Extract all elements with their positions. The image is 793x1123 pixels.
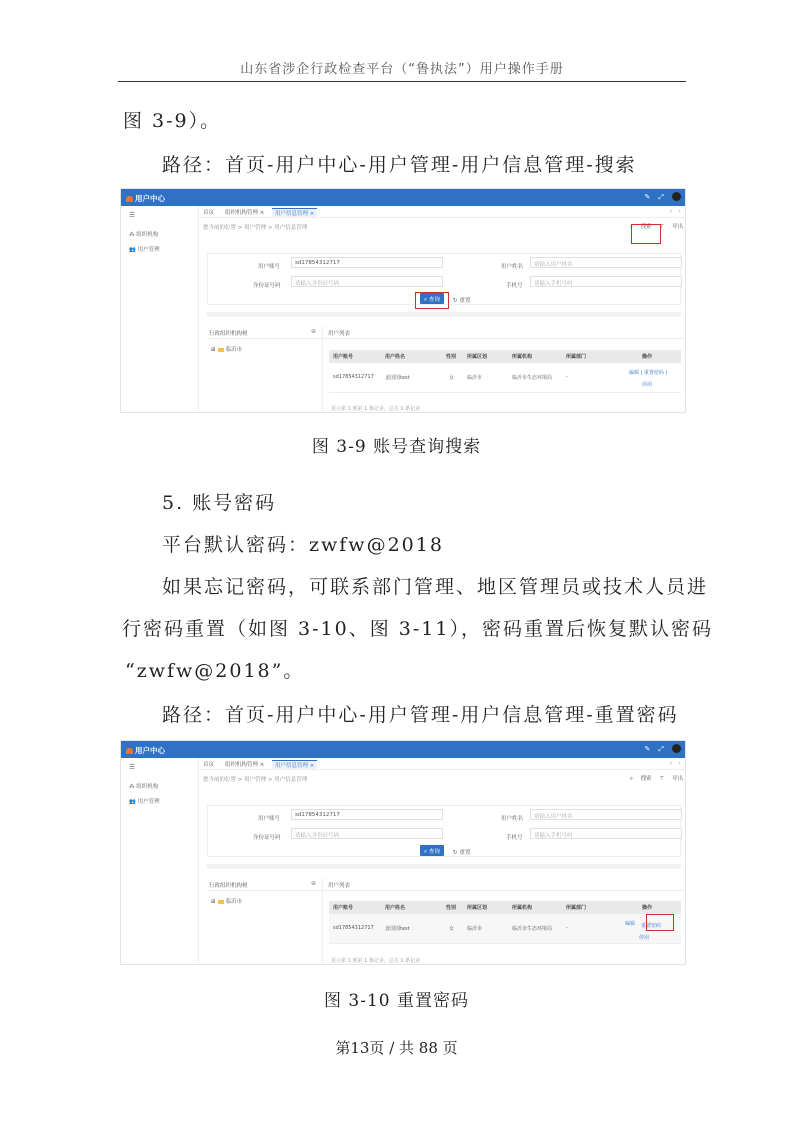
brand-title: 用户中心 xyxy=(135,746,165,755)
paragraph-fig-ref: 图 3-9）。 xyxy=(123,110,222,132)
th-gender: 性别 xyxy=(446,354,457,360)
pager-text: 显示第 1 到第 1 条记录，总共 1 条记录 xyxy=(331,958,421,964)
folder-icon xyxy=(218,900,224,904)
search-button[interactable]: ⌕ 搜索 xyxy=(629,776,652,782)
reset-button[interactable]: ↻ 重置 xyxy=(453,850,471,856)
sidebar-item-org[interactable]: ⁂ 组织机构 xyxy=(129,232,159,238)
tab-home[interactable]: 首页 xyxy=(203,762,215,768)
page-header: 山东省涉企行政检查平台（“鲁执法”）用户操作手册 xyxy=(240,62,564,77)
id-input[interactable]: 请输入身份证号码 xyxy=(291,828,443,839)
query-button[interactable]: ⌕ 查询 xyxy=(420,293,444,304)
id-label: 身份证号码 xyxy=(253,283,281,289)
path-reset: 路径：首页-用户中心-用户管理-用户信息管理-重置密码 xyxy=(162,704,679,726)
account-label: 用户账号 xyxy=(258,816,281,822)
user-table xyxy=(329,350,681,394)
user-table xyxy=(329,901,681,945)
highlight-query xyxy=(415,292,449,309)
breadcrumb: 您当前的位置 > 用户管理 > 用户信息管理 xyxy=(203,225,308,231)
list-title: 用户列表 xyxy=(323,326,685,339)
tab-bar xyxy=(199,206,685,218)
brand-title: 用户中心 xyxy=(135,194,165,203)
fullscreen-icon[interactable]: ⤢ xyxy=(658,192,664,201)
paragraph-line-2: 行密码重置（如图 3-10、图 3-11），密码重置后恢复默认密码 xyxy=(122,618,713,640)
sidebar xyxy=(121,758,199,964)
th-dept: 所属部门 xyxy=(566,905,587,911)
phone-label: 手机号 xyxy=(506,283,523,289)
tree-title: 行政组织机构树 xyxy=(209,883,248,889)
breadcrumb: 您当前的位置 > 用户管理 > 用户信息管理 xyxy=(203,777,308,783)
tree-node-linyi[interactable]: ⊞ 临沂市 xyxy=(211,347,243,353)
id-label: 身份证号码 xyxy=(253,835,281,841)
tab-home[interactable]: 首页 xyxy=(203,210,215,216)
avatar[interactable] xyxy=(672,744,681,753)
phone-input[interactable]: 请输入手机号码 xyxy=(530,828,682,839)
caption-fig-3-9: 图 3-9 账号查询搜索 xyxy=(311,437,482,457)
tab-nav-arrows-icon[interactable]: ‹ › xyxy=(669,207,681,215)
search-button[interactable]: ⌕ 搜索 xyxy=(629,224,652,230)
caption-fig-3-10: 图 3-10 重置密码 xyxy=(324,991,469,1011)
th-org: 所属机构 xyxy=(512,905,533,911)
org-tree-panel xyxy=(207,326,323,412)
header-divider xyxy=(118,81,686,82)
th-org: 所属机构 xyxy=(512,354,533,360)
edit-link[interactable]: 编辑 | 重置密码 | xyxy=(629,370,668,376)
fullscreen-icon[interactable]: ⤢ xyxy=(658,744,664,753)
name-label: 用户姓名 xyxy=(501,816,524,822)
th-name: 用户姓名 xyxy=(385,354,406,360)
account-label: 用户账号 xyxy=(258,264,281,270)
highlight-reset-password xyxy=(646,914,674,931)
default-password: 平台默认密码：zwfw@2018 xyxy=(162,534,444,556)
search-form xyxy=(207,805,681,857)
section-heading: 5. 账号密码 xyxy=(162,492,277,514)
phone-input[interactable]: 请输入手机号码 xyxy=(530,276,682,287)
screenshot-search xyxy=(120,188,686,413)
th-dept: 所属部门 xyxy=(566,354,587,360)
phone-label: 手机号 xyxy=(506,835,523,841)
tree-node-linyi[interactable]: ⊞ 临沂市 xyxy=(211,899,243,905)
th-ops: 操作 xyxy=(642,905,653,911)
tab-user-info[interactable]: 用户信息管理 × xyxy=(272,208,317,217)
page-footer: 第13页 / 共 88 页 xyxy=(335,1039,458,1057)
app-topbar xyxy=(121,189,685,206)
th-account: 用户账号 xyxy=(333,354,354,360)
folder-icon xyxy=(218,348,224,352)
tab-user-info[interactable]: 用户信息管理 × xyxy=(272,760,317,769)
th-region: 所属区划 xyxy=(467,354,488,360)
sidebar xyxy=(121,206,199,412)
tab-nav-arrows-icon[interactable]: ‹ › xyxy=(669,759,681,767)
app-topbar xyxy=(121,741,685,758)
account-input[interactable]: sd17854312717 xyxy=(291,809,443,820)
account-input[interactable]: sd17854312717 xyxy=(291,257,443,268)
table-row: sd17854312717 姜国国test 女 临沂市 临沂市生态环境局 - 编辑 重置密码 停用 xyxy=(329,914,681,944)
wand-icon[interactable]: ✎ xyxy=(644,744,651,753)
menu-icon[interactable]: ☰ xyxy=(129,211,136,219)
th-name: 用户姓名 xyxy=(385,905,406,911)
tab-org[interactable]: 组织机构管理 × xyxy=(225,210,265,216)
add-icon[interactable]: ⊕ xyxy=(310,880,316,887)
sidebar-item-users[interactable]: 👥 用户管理 xyxy=(129,247,160,253)
th-ops: 操作 xyxy=(642,354,653,360)
screenshot-reset xyxy=(120,740,686,965)
list-title: 用户列表 xyxy=(323,878,685,891)
add-icon[interactable]: ⊕ xyxy=(310,328,316,335)
edit-link[interactable]: 编辑 xyxy=(625,921,636,927)
name-input[interactable]: 请输入用户姓名 xyxy=(530,809,682,820)
th-gender: 性别 xyxy=(446,905,457,911)
wand-icon[interactable]: ✎ xyxy=(644,192,651,201)
sidebar-item-org[interactable]: ⁂ 组织机构 xyxy=(129,784,159,790)
reset-password-link[interactable]: 重置密码 xyxy=(641,923,662,929)
paragraph-line-3: “zwfw@2018”。 xyxy=(125,660,305,682)
export-button[interactable]: ⊤ 导出 xyxy=(659,776,683,782)
paragraph-line-1: 如果忘记密码，可联系部门管理、地区管理员或技术人员进 xyxy=(162,576,709,598)
pager-text: 显示第 1 到第 1 条记录，总共 1 条记录 xyxy=(331,406,421,412)
highlight-search xyxy=(631,224,661,244)
id-input[interactable]: 请输入身份证号码 xyxy=(291,276,443,287)
disable-link[interactable]: 停用 xyxy=(639,935,650,941)
brand-logo-icon xyxy=(126,748,133,754)
path-search: 路径：首页-用户中心-用户管理-用户信息管理-搜索 xyxy=(162,154,637,176)
tab-org[interactable]: 组织机构管理 × xyxy=(225,762,265,768)
reset-button[interactable]: ↻ 重置 xyxy=(453,298,471,304)
tab-bar xyxy=(199,758,685,770)
brand-logo-icon xyxy=(126,196,133,202)
name-input[interactable]: 请输入用户姓名 xyxy=(530,257,682,268)
export-button[interactable]: ⊤ 导出 xyxy=(659,224,683,230)
avatar[interactable] xyxy=(672,192,681,201)
disable-link[interactable]: 停用 xyxy=(642,382,653,388)
name-label: 用户姓名 xyxy=(501,264,524,270)
table-row: sd17854312717 姜国国test 女 临沂市 临沂市生态环境局 - 编辑 | 重置密码 | 停用 xyxy=(329,363,681,393)
th-region: 所属区划 xyxy=(467,905,488,911)
tree-title: 行政组织机构树 xyxy=(209,331,248,337)
sidebar-item-users[interactable]: 👥 用户管理 xyxy=(129,799,160,805)
th-account: 用户账号 xyxy=(333,905,354,911)
query-button[interactable]: ⌕ 查询 xyxy=(420,845,444,856)
org-tree-panel xyxy=(207,878,323,964)
menu-icon[interactable]: ☰ xyxy=(129,763,136,771)
